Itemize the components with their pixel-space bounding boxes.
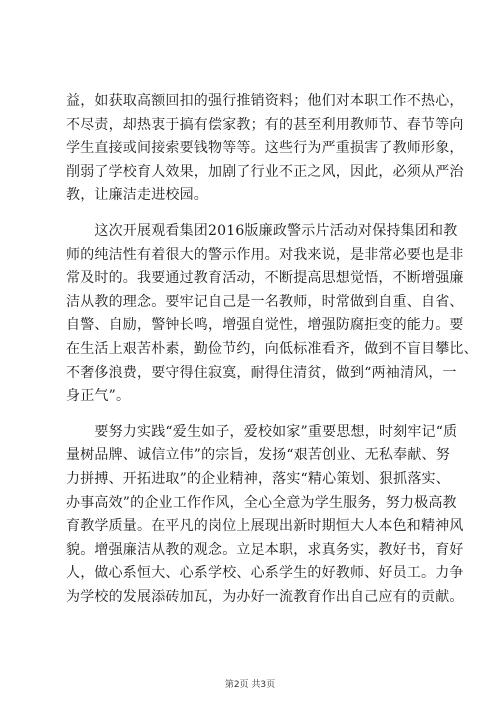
text-line: 在生活上艰苦朴素，勤俭节约，向低标准看齐，做到不盲目攀比、 bbox=[66, 340, 478, 357]
paragraph-3 bbox=[66, 421, 464, 610]
text-line: 师的纯洁性有着很大的警示作用。对我来说，是非常必要也是非 bbox=[66, 246, 464, 263]
text-line: 不奢侈浪费，要守得住寂寞，耐得住清贫，做到“两袖清风，一 bbox=[66, 364, 457, 381]
text-line: 力拼搏、开拓进取”的企业精神，落实“精心策划、狠抓落实、 bbox=[66, 470, 450, 487]
text-line: 不尽责，却热衷于搞有偿家教；有的甚至利用教师节、春节等向 bbox=[66, 116, 464, 133]
text-line: 要努力实践“爱生如子，爱校如家”重要思想，时刻牢记“质 bbox=[66, 423, 458, 440]
text-line: 学生直接或间接索要钱物等等。这些行为严重损害了教师形象， bbox=[66, 140, 464, 157]
document-body bbox=[66, 90, 478, 609]
text-line: 身正气”。 bbox=[66, 388, 131, 405]
text-line: 办事高效”的企业工作作风，全心全意为学生服务，努力极高教 bbox=[66, 494, 457, 511]
paragraph-2 bbox=[66, 220, 478, 409]
text-line: 量树品牌、诚信立伟”的宗旨，发扬“艰苦创业、无私奉献、努 bbox=[66, 447, 450, 464]
text-line: 为学校的发展添砖加瓦，为办好一流教育作出自己应有的贡献。 bbox=[66, 588, 464, 605]
text-line: 这次开展观看集团2016版廉政警示片活动对保持集团和教 bbox=[66, 222, 458, 239]
text-line: 削弱了学校育人效果，加剧了行业不正之风，因此，必须从严治 bbox=[66, 163, 464, 180]
text-line: 常及时的。我要通过教育活动，不断提高思想觉悟，不断增强廉 bbox=[66, 270, 464, 287]
text-line: 貌。增强廉洁从教的观念。立足本职，求真务实，教好书，育好 bbox=[66, 541, 464, 558]
paragraph-1 bbox=[66, 90, 464, 208]
text-line: 自警、自励，警钟长鸣，增强自觉性，增强防腐拒变的能力。要 bbox=[66, 317, 464, 334]
text-line: 洁从教的理念。要牢记自己是一名教师，时常做到自重、自省、 bbox=[66, 293, 464, 310]
page-number-footer: 第2页 共3页 bbox=[224, 680, 276, 690]
text-line: 人，做心系恒大、心系学校、心系学生的好教师、好员工。力争 bbox=[66, 565, 464, 582]
text-line: 益，如获取高额回扣的强行推销资料；他们对本职工作不热心， bbox=[66, 93, 464, 109]
text-line: 育教学质量。在平凡的岗位上展现出新时期恒大人本色和精神风 bbox=[66, 518, 464, 535]
text-line: 教，让廉洁走进校园。 bbox=[66, 187, 208, 204]
